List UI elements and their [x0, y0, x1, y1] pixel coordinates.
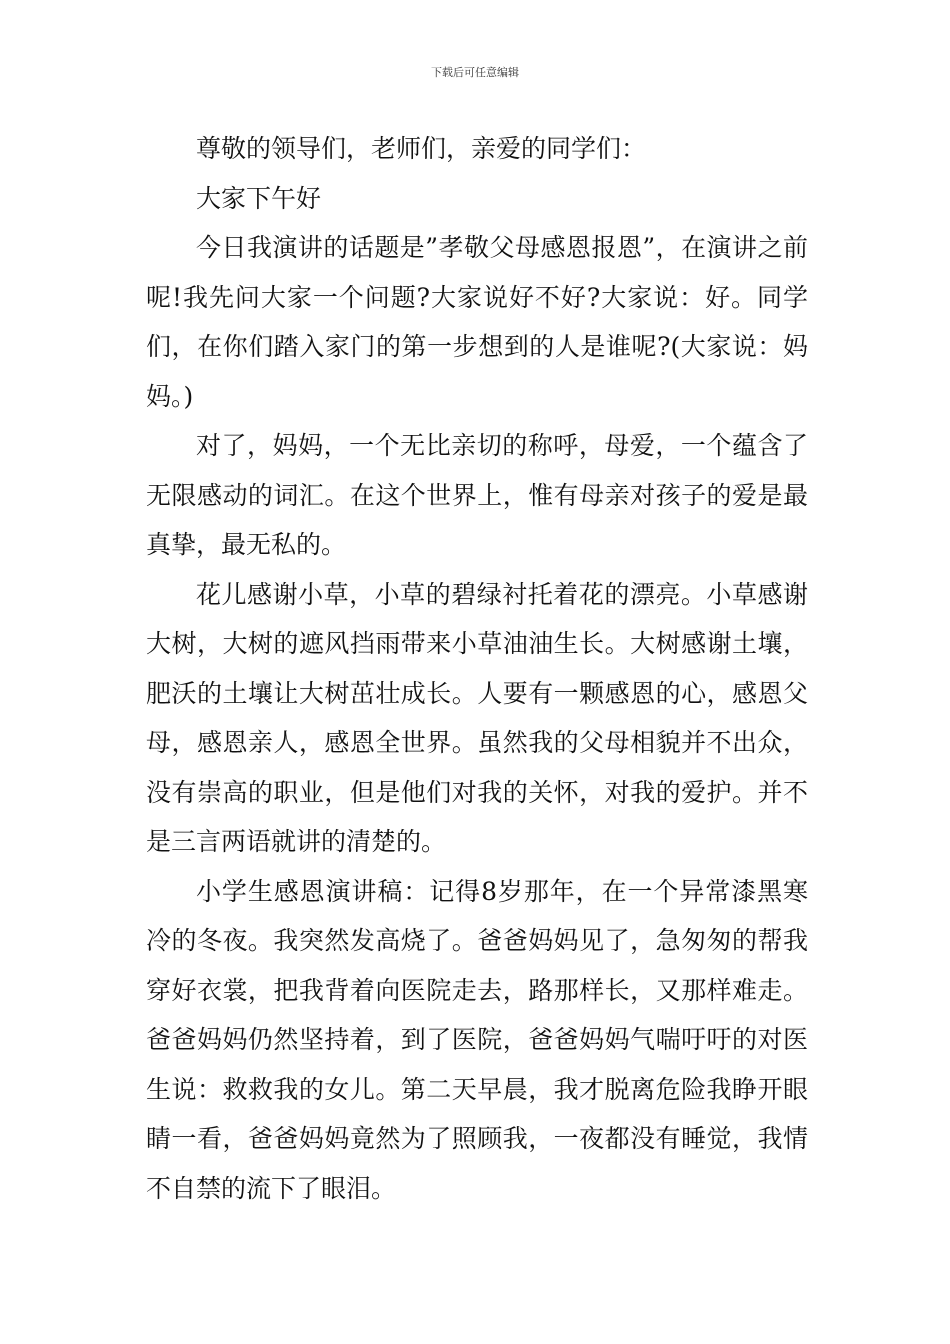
paragraph-gratitude: 花儿感谢小草，小草的碧绿衬托着花的漂亮。小草感谢大树，大树的遮风挡雨带来小草油油生长。大树感谢土壤，肥沃的土壤让大树茁壮成长。人要有一颗感恩的心，感恩父母，感恩亲人，感恩全世界。虽然我的父母相貌并不出众，没有崇高的职业，但是他们对我的关怀，对我的爱护。并不是三言两语就讲的清楚的。: [146, 579, 808, 856]
page-header: 下载后可任意编辑: [431, 66, 519, 79]
paragraph-mother: 对了，妈妈，一个无比亲切的称呼，母爱，一个蕴含了无限感动的词汇。在这个世界上，惟有母亲对孩子的爱是最真挚，最无私的。: [146, 431, 808, 559]
document-body: [146, 124, 808, 1213]
paragraph-memory: 小学生感恩演讲稿：记得8岁那年，在一个异常漆黑寒冷的冬夜。我突然发高烧了。爸爸妈妈见了，急匆匆的帮我穿好衣裳，把我背着向医院走去，路那样长，又那样难走。爸爸妈妈仍然坚持着，到了医院，爸爸妈妈气喘吁吁的对医生说：救救我的女儿。第二天早晨，我才脱离危险我睁开眼睛一看，爸爸妈妈竟然为了照顾我，一夜都没有睡觉，我情不自禁的流下了眼泪。: [146, 876, 808, 1203]
paragraph-salutation: 尊敬的领导们，老师们，亲爱的同学们：: [196, 134, 647, 163]
paragraph-greeting: 大家下午好: [196, 183, 322, 213]
paragraph-topic: 今日我演讲的话题是”孝敬父母感恩报恩”，在演讲之前呢!我先问大家一个问题?大家说好不好?大家说：好。同学们，在你们踏入家门的第一步想到的人是谁呢?(大家说：妈妈。): [146, 233, 808, 411]
